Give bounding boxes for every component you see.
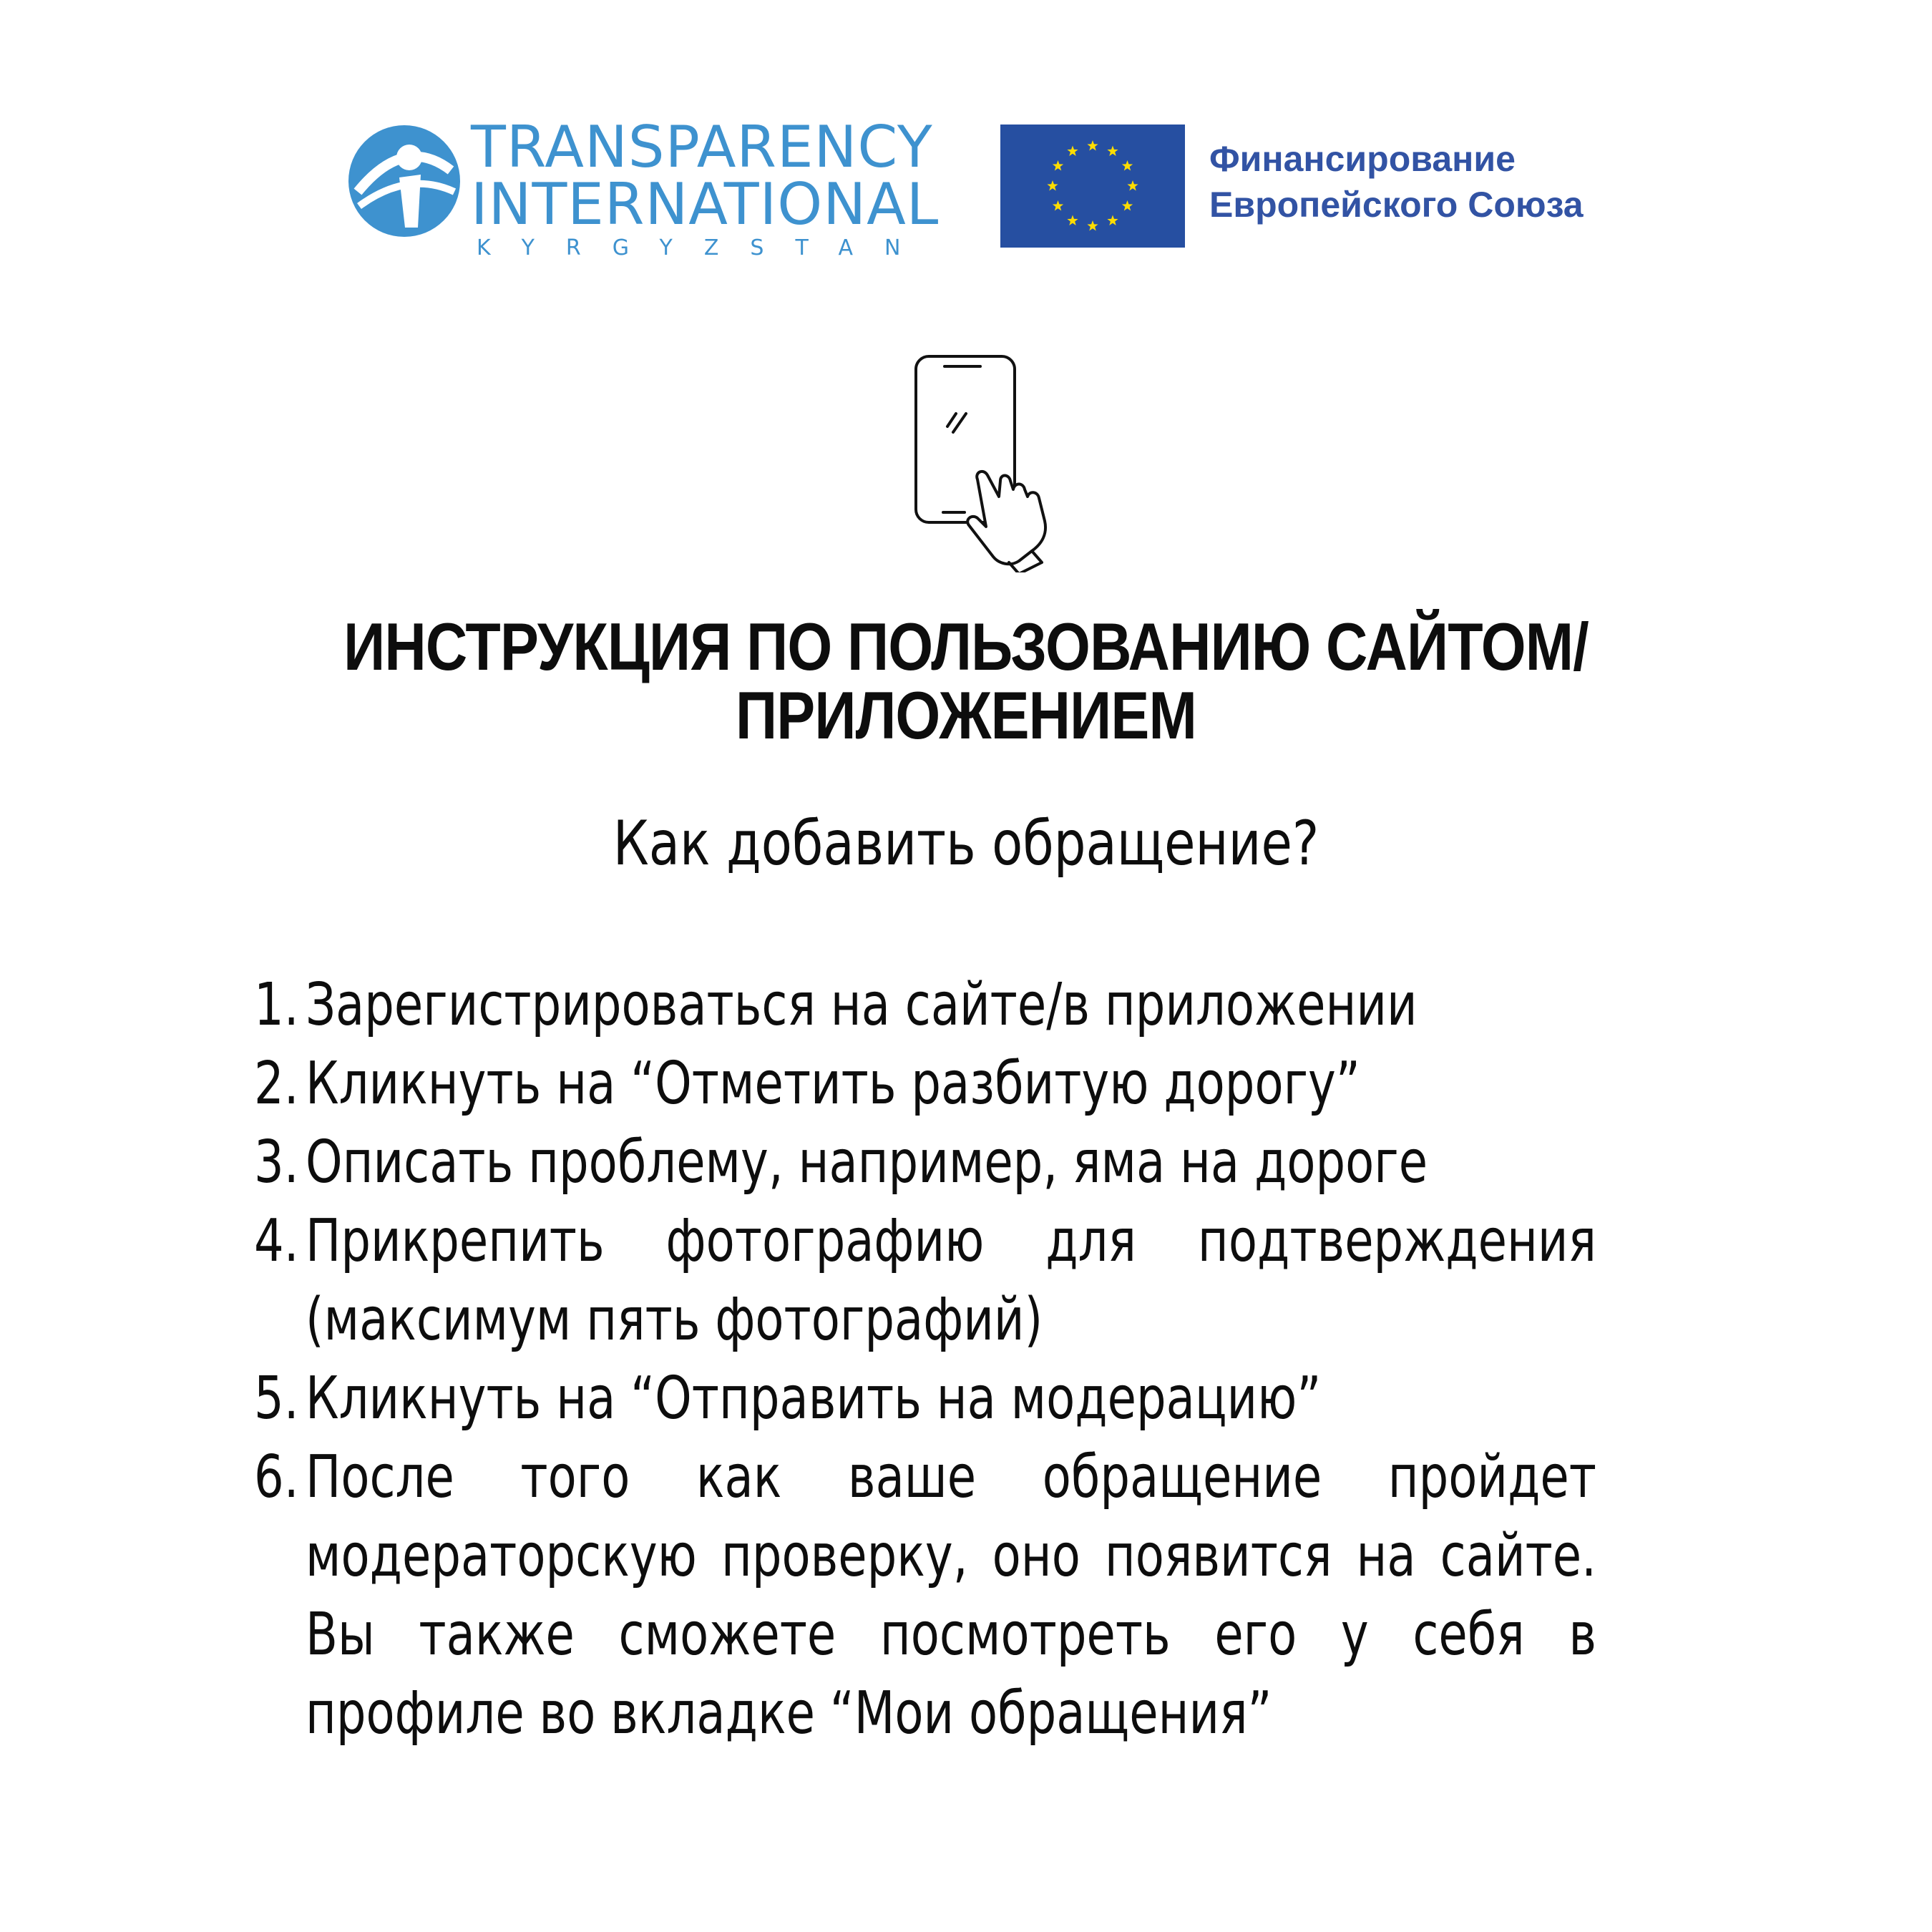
step-number: 5. xyxy=(254,1365,299,1433)
page-title-line-2: ПРИЛОЖЕНИЕМ xyxy=(736,678,1196,753)
step-text: Кликнуть на “Отправить на модерацию” xyxy=(306,1365,1322,1433)
step-text: Зарегистрироваться на сайте/в приложении xyxy=(306,971,1418,1039)
step-text: После того как ваше обращение пройдет модераторскую проверку, оно появится на сайте. Вы также сможете посмотреть его у себя в профиле во вкладке “Мои обращения” xyxy=(306,1443,1596,1747)
list-item xyxy=(254,1438,1596,1753)
page-title-line-1: ИНСТРУКЦИЯ ПО ПОЛЬЗОВАНИЮ САЙТОМ/ xyxy=(343,609,1589,684)
eu-flag-icon xyxy=(1000,125,1185,248)
page-title xyxy=(320,609,1612,753)
section-heading: Как добавить обращение? xyxy=(613,808,1319,879)
step-text: Описать проблему, например, яма на дороге xyxy=(306,1128,1428,1196)
list-item xyxy=(254,1123,1596,1202)
transparency-international-logo xyxy=(343,114,959,265)
list-item xyxy=(254,1360,1596,1438)
transparency-international-emblem-icon xyxy=(343,120,465,242)
eu-caption-line-2: Европейского Союза xyxy=(1209,185,1584,225)
step-text: Прикрепить фотографию для подтверждения (максимум пять фотографий) xyxy=(306,1207,1596,1354)
step-number: 6. xyxy=(254,1443,299,1511)
logo-word-kyrgyzstan: KYRGYZSTAN xyxy=(477,235,932,260)
step-number: 4. xyxy=(254,1207,299,1275)
list-item xyxy=(254,966,1596,1045)
logo-word-international: INTERNATIONAL xyxy=(471,171,940,238)
list-item xyxy=(254,1045,1596,1123)
eu-caption-line-1: Финансирование xyxy=(1209,139,1516,179)
logo-word-transparency: TRANSPARENCY xyxy=(471,114,933,180)
step-number: 2. xyxy=(254,1050,299,1118)
step-number: 3. xyxy=(254,1128,299,1196)
step-number: 1. xyxy=(254,971,299,1039)
step-text: Кликнуть на “Отметить разбитую дорогу” xyxy=(306,1050,1360,1118)
list-item xyxy=(254,1202,1596,1360)
instruction-steps-list xyxy=(254,966,1596,1753)
smartphone-tap-icon xyxy=(909,349,1066,572)
eu-funding-caption xyxy=(1209,136,1584,228)
